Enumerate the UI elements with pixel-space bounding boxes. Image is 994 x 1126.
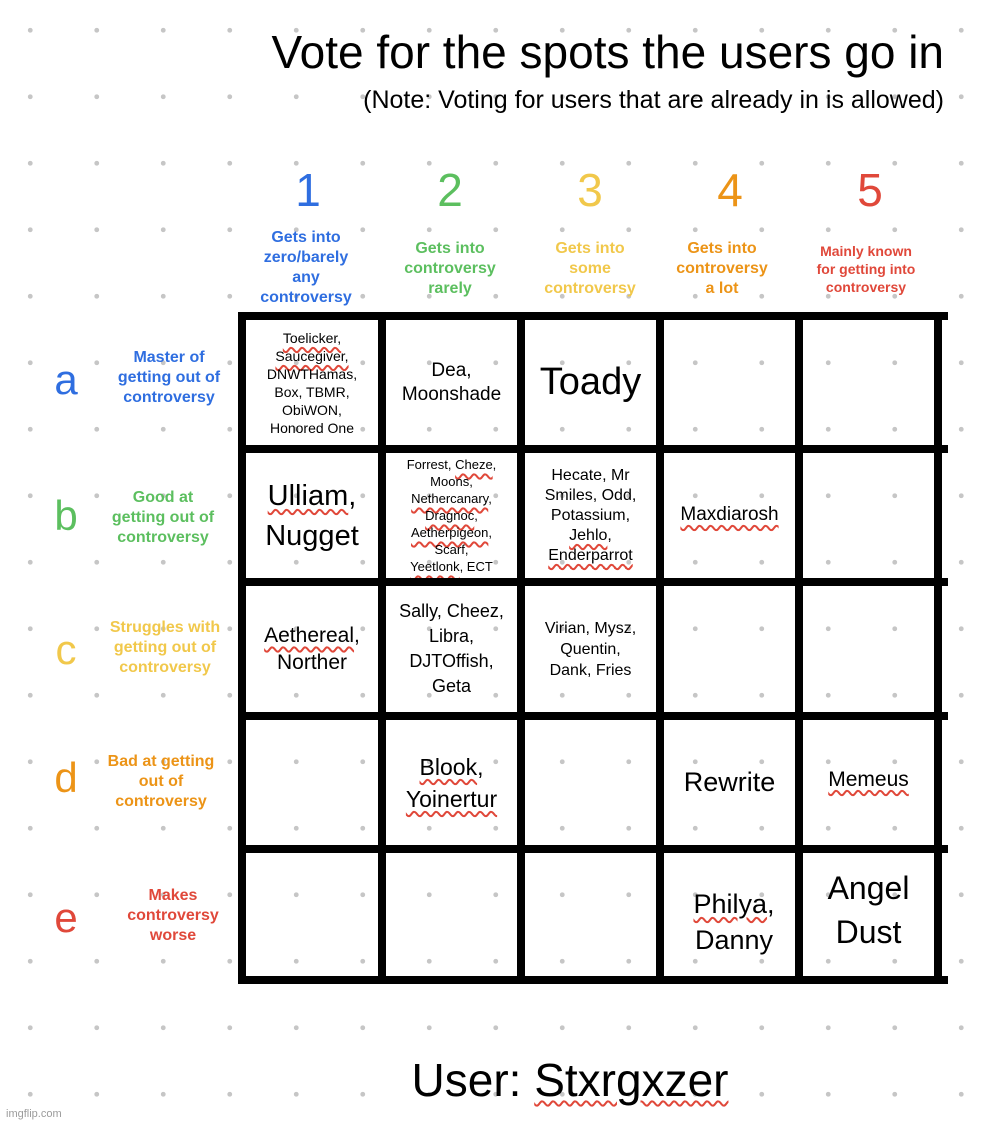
grid-line-vertical (238, 312, 246, 984)
cell-text: , (492, 457, 497, 472)
cell-text: , ECT (459, 559, 493, 574)
cell-d5 (803, 720, 934, 840)
cell-text: Dea, (431, 359, 472, 381)
row-description-c (96, 616, 234, 680)
grid-line-horizontal (238, 712, 948, 720)
cell-text: Ulliam (267, 479, 349, 512)
row-letter-b: b (54, 492, 78, 539)
row-description-line: controversy (115, 793, 207, 810)
row-description-line: Bad at getting (107, 753, 215, 770)
column-description-line: controversy (260, 289, 352, 306)
cell-b3 (525, 453, 656, 578)
cell-e4 (664, 853, 804, 976)
cell-text: Aetherpigeon (411, 525, 489, 540)
row-description-a (100, 346, 238, 410)
user-label (0, 1050, 994, 1110)
row-description-line: getting out of (111, 509, 215, 526)
cell-text: Philya (693, 888, 768, 919)
cell-text: Libra, (428, 626, 475, 646)
cell-text: , (488, 525, 492, 540)
column-description-line: Gets into (271, 229, 341, 246)
column-description-line: Gets into (555, 240, 625, 257)
cell-text: Dank, Fries (549, 661, 632, 679)
column-description-line: controversy (404, 260, 496, 277)
grid-line-horizontal (238, 445, 948, 453)
cell-text: Potassium, (550, 506, 631, 524)
cell-text: Norther (276, 651, 348, 674)
column-description-line: Gets into (415, 240, 485, 257)
grid-line-horizontal (238, 578, 948, 586)
cell-text: Virian, Mysz, (544, 619, 637, 637)
page-title: Vote for the spots the users go in (271, 26, 944, 78)
cell-text: Memeus (828, 767, 909, 791)
user-prefix: User: (411, 1054, 535, 1106)
column-description-3 (520, 236, 660, 302)
cell-text: Moons, (430, 474, 473, 489)
page-note: (Note: Voting for users that are already in is allowed) (363, 86, 944, 114)
cell-text: Toelicker, (282, 329, 342, 346)
column-number-2: 2 (437, 164, 463, 216)
cell-text: , (767, 888, 775, 919)
row-letter-e: e (54, 894, 78, 941)
cell-text: Jehlo (569, 526, 608, 544)
cell-text: Box, TBMR, (274, 383, 350, 400)
cell-text: ObiWON, (282, 401, 342, 418)
cell-text: Dragnoc (425, 508, 475, 523)
cell-text: Quentin, (560, 640, 621, 658)
cell-text: Honored One (269, 419, 355, 436)
row-description-line: out of (138, 773, 184, 790)
row-description-e (104, 884, 242, 948)
cell-text: Saucegiver, (275, 347, 349, 364)
cell-a3 (525, 320, 656, 445)
column-description-line: zero/barely (263, 249, 349, 266)
row-letter-c: c (55, 626, 77, 673)
row-description-line: worse (149, 927, 197, 944)
watermark: imgflip.com (6, 1108, 62, 1120)
column-description-line: some (569, 260, 611, 277)
cell-text: Hecate, Mr (551, 466, 630, 484)
cell-d2 (386, 720, 517, 845)
row-letter-a: a (54, 356, 78, 403)
grid-line-horizontal (238, 976, 948, 984)
column-number-1: 1 (295, 164, 321, 216)
row-description-line: Struggles with (109, 619, 221, 636)
cell-a1 (246, 320, 378, 445)
row-description-line: controversy (119, 659, 211, 676)
cell-b1 (246, 453, 378, 578)
row-description-line: getting out of (117, 369, 221, 386)
cell-text: Geta (431, 676, 472, 696)
cell-a2 (386, 320, 517, 445)
cell-d4 (664, 720, 795, 845)
cell-text: Dust (835, 913, 902, 950)
cell-text: Cheze (455, 457, 493, 472)
cell-text: , (348, 479, 357, 512)
row-description-line: Makes (148, 887, 198, 904)
cell-text: DJTOffish, (409, 651, 494, 671)
cell-text: Nugget (265, 519, 359, 552)
row-description-line: Master of (133, 349, 205, 366)
cell-b4 (664, 453, 795, 578)
row-description-line: controversy (117, 529, 209, 546)
column-description-line: for getting into (816, 261, 916, 277)
cell-text: Angel (827, 869, 910, 906)
cell-text: Aethereal (264, 624, 355, 647)
cell-c2 (384, 586, 519, 712)
cell-text: Toady (539, 361, 642, 404)
cell-text: Moonshade (401, 383, 502, 405)
cell-c3 (525, 586, 656, 712)
grid-line-vertical (934, 312, 942, 984)
column-description-line: a lot (705, 280, 739, 297)
cell-text: , (488, 491, 492, 506)
cell-text: Blook (419, 753, 478, 780)
row-letter-d: d (54, 754, 78, 801)
cell-text: Yeetlonk (410, 559, 460, 574)
column-description-line: controversy (676, 260, 768, 277)
column-number-5: 5 (857, 164, 883, 216)
cell-e5 (803, 853, 934, 976)
cell-text: Rewrite (683, 766, 776, 797)
grid-line-horizontal (238, 845, 948, 853)
cell-text: , (477, 753, 484, 780)
row-description-b (94, 486, 232, 550)
row-description-line: getting out of (113, 639, 217, 656)
cell-text: Sally, Cheez, (399, 601, 504, 621)
cell-text: Maxdiarosh (680, 504, 779, 526)
column-number-3: 3 (577, 164, 603, 216)
cell-text: Danny (694, 924, 774, 955)
column-description-line: any (292, 269, 320, 286)
user-name: Stxrgxzer (534, 1054, 729, 1106)
row-description-line: controversy (123, 389, 215, 406)
column-description-1 (236, 226, 376, 310)
column-description-line: Gets into (687, 240, 757, 257)
column-number-4: 4 (717, 164, 743, 216)
cell-text: , (607, 526, 612, 544)
grid-line-vertical (656, 312, 664, 984)
cell-text: Enderparrot (548, 546, 633, 564)
cell-text: Yoinertur (405, 785, 498, 812)
cell-text: Smiles, Odd, (544, 486, 637, 504)
column-description-5 (796, 238, 936, 300)
cell-b2 (386, 453, 517, 578)
cell-text: , (354, 624, 360, 647)
cell-text: DNWTHamas, (266, 365, 358, 382)
column-description-line: controversy (825, 279, 907, 295)
column-description-line: controversy (544, 280, 636, 297)
column-description-2 (380, 236, 520, 302)
cell-text: , (474, 508, 478, 523)
cell-text: Scarf, (434, 542, 469, 557)
row-description-d (92, 750, 230, 814)
grid-line-horizontal (238, 312, 948, 320)
cell-c1 (246, 586, 378, 712)
column-description-4 (652, 236, 792, 302)
row-description-line: Good at (132, 489, 194, 506)
column-description-line: Mainly known (820, 243, 912, 259)
column-description-line: rarely (428, 280, 472, 297)
row-description-line: controversy (127, 907, 219, 924)
cell-text: Forrest, (406, 457, 456, 472)
cell-text: Nethercanary (411, 491, 489, 506)
